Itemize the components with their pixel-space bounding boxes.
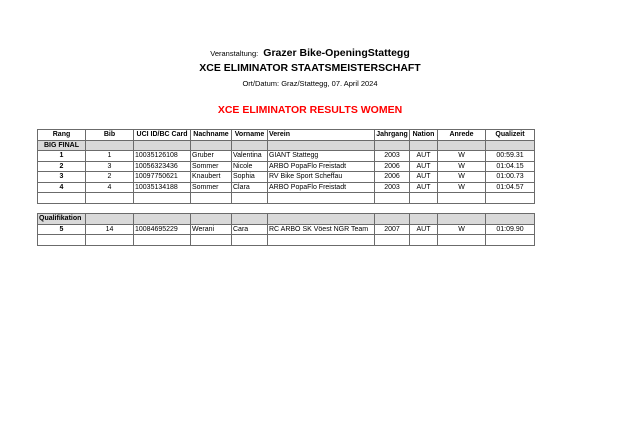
empty-row: [38, 235, 535, 246]
col-rang: Rang: [38, 130, 86, 141]
lastname-cell: Sommer: [191, 182, 232, 193]
gender-cell: W: [438, 161, 486, 172]
lastname-cell: Gruber: [191, 151, 232, 162]
col-jahrgang: Jahrgang: [376, 131, 408, 139]
col-uci-id: UCI ID/BC Card: [134, 130, 191, 141]
col-nachname: Nachname: [191, 130, 232, 141]
time-cell: 01:09.90: [486, 224, 535, 235]
gender-cell: W: [438, 182, 486, 193]
championship-title: XCE ELIMINATOR STAATSMEISTERSCHAFT: [199, 62, 421, 74]
gender-cell: W: [438, 151, 486, 162]
club-cell: RC ARBÖ SK Vöest NGR Team: [268, 224, 375, 235]
bib-cell: 4: [86, 182, 134, 193]
gender-cell: W: [438, 172, 486, 183]
col-nation: Nation: [410, 130, 438, 141]
uci-cell: 10097750621: [134, 172, 191, 183]
col-bib: Bib: [86, 130, 134, 141]
bib-cell: 14: [86, 224, 134, 235]
header-row: [38, 130, 535, 141]
col-anrede: Anrede: [438, 130, 486, 141]
lastname-cell: Werani: [191, 224, 232, 235]
nation-cell: AUT: [410, 151, 438, 162]
nation-cell: AUT: [410, 224, 438, 235]
bib-cell: 3: [86, 161, 134, 172]
time-cell: 00:59.31: [486, 151, 535, 162]
club-cell: RV Bike Sport Scheffau: [268, 172, 375, 183]
event-name: Grazer Bike-OpeningStattegg: [263, 47, 410, 59]
firstname-cell: Valentina: [232, 151, 268, 162]
year-cell: 2006: [375, 172, 410, 183]
table-row: [38, 224, 535, 235]
year-cell: 2006: [375, 161, 410, 172]
table-row: [38, 182, 535, 193]
time-cell: 01:04.15: [486, 161, 535, 172]
spacer-row: [38, 203, 535, 214]
firstname-cell: Clara: [232, 182, 268, 193]
bib-cell: 1: [86, 151, 134, 162]
year-cell: 2003: [375, 182, 410, 193]
event-line: [0, 47, 620, 59]
nation-cell: AUT: [410, 182, 438, 193]
nation-cell: AUT: [410, 161, 438, 172]
col-qualizeit: Qualizeit: [486, 130, 535, 141]
uci-cell: 10035126108: [134, 151, 191, 162]
rank-cell: 4: [38, 182, 86, 193]
table-row: [38, 172, 535, 183]
section-header-qualifikation: [38, 214, 535, 225]
section-label: Qualifikation: [38, 214, 86, 225]
results-title: XCE ELIMINATOR RESULTS WOMEN: [217, 104, 403, 116]
uci-cell: 10035134188: [134, 182, 191, 193]
empty-row: [38, 193, 535, 204]
club-cell: ARBÖ PopaFlo Freistadt: [268, 161, 375, 172]
year-cell: 2007: [375, 224, 410, 235]
lastname-cell: Sommer: [191, 161, 232, 172]
firstname-cell: Cara: [232, 224, 268, 235]
firstname-cell: Nicole: [232, 161, 268, 172]
col-vorname: Vorname: [232, 130, 268, 141]
rank-cell: 3: [38, 172, 86, 183]
lastname-cell: Knaubert: [191, 172, 232, 183]
time-cell: 01:00.73: [486, 172, 535, 183]
col-verein: Verein: [268, 130, 375, 141]
table-row: [38, 161, 535, 172]
event-label: Veranstaltung:: [210, 49, 259, 58]
uci-cell: 10056323436: [134, 161, 191, 172]
nation-cell: AUT: [410, 172, 438, 183]
gender-cell: W: [438, 224, 486, 235]
club-cell: ARBÖ PopaFlo Freistadt: [268, 182, 375, 193]
section-header-big-final: [38, 140, 535, 151]
rank-cell: 2: [38, 161, 86, 172]
bib-cell: 2: [86, 172, 134, 183]
year-cell: 2003: [375, 151, 410, 162]
club-cell: GIANT Stattegg: [268, 151, 375, 162]
section-label: BIG FINAL: [38, 140, 86, 151]
rank-cell: 5: [38, 224, 86, 235]
rank-cell: 1: [38, 151, 86, 162]
results-table: [37, 129, 535, 246]
firstname-cell: Sophia: [232, 172, 268, 183]
uci-cell: 10084695229: [134, 224, 191, 235]
table-row: [38, 151, 535, 162]
location-date: Ort/Datum: Graz/Stattegg, 07. April 2024: [242, 79, 378, 88]
time-cell: 01:04.57: [486, 182, 535, 193]
